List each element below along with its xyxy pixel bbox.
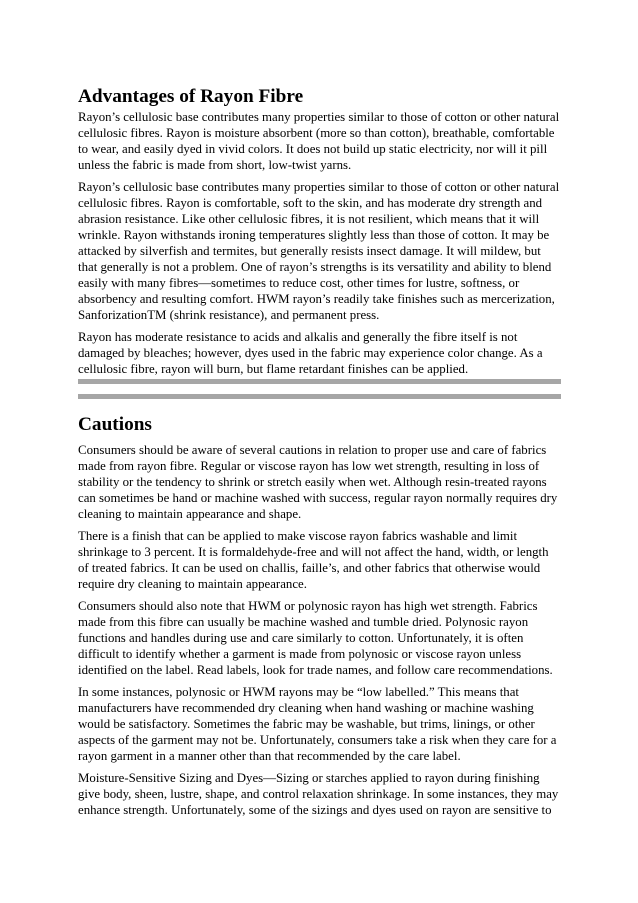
text-line: manufacturers have recommended dry cleaning when hand washing or machine washing [78,701,534,715]
paragraph [78,109,561,173]
section-advantages [78,85,561,377]
text-line: cellulosic fibres. Rayon is comfortable, soft to the skin, and has moderate dry strength and [78,196,543,210]
paragraph [78,329,561,377]
text-line: shrinkage to 3 percent. It is formaldehyde-free and will not affect the hand, width, or length [78,545,549,559]
text-line: Consumers should also note that HWM or polynosic rayon has high wet strength. Fabrics [78,599,538,613]
text-line: attacked by silverfish and termites, but generally resists insect damage. It will mildew, but [78,244,541,258]
text-line: identified on the label. Read labels, look for trade names, and follow care recommendations. [78,663,553,677]
text-line: stability or the tendency to shrink or stretch easily when wet. Although resin-treated rayons [78,475,547,489]
text-line: give body, sheen, lustre, shape, and control relaxation shrinkage. In some instances, they may [78,787,559,801]
text-line: enhance strength. Unfortunately, some of the sizings and dyes used on rayon are sensitive to [78,803,552,817]
section-cautions [78,413,561,818]
paragraph [78,442,561,522]
text-line: rayon garment in a manner other than that recommended by the care label. [78,749,461,763]
text-line: Moisture-Sensitive Sizing and Dyes—Sizing or starches applied to rayon during finishing [78,771,540,785]
text-line: abrasion resistance. Like other cellulosic fibres, it is not resilient, which means that it will [78,212,540,226]
text-line: Rayon’s cellulosic base contributes many properties similar to those of cotton or other natural [78,110,560,124]
text-line: to wear, and easily dyed in vivid colors. It does not build up static electricity, nor will it pill [78,142,548,156]
text-line: SanforizationTM (shrink resistance), and permanent press. [78,308,380,322]
text-line: would be satisfactory. Sometimes the fabric may be washable, but trims, linings, or other [78,717,535,731]
text-line: damaged by bleaches; however, dyes used in the fabric may experience color change. As a [78,346,543,360]
text-line: of treated fabrics. It can be used on challis, faille’s, and other fabrics that otherwise would [78,561,541,575]
text-line: made from rayon fibre. Regular or viscose rayon has low wet strength, resulting in loss of [78,459,540,473]
text-line: There is a finish that can be applied to make viscose rayon fabrics washable and limit [78,529,518,543]
paragraph [78,179,561,323]
paragraph [78,598,561,678]
text-line: absorbency and resulting comfort. HWM rayon’s readily take finishes such as mercerization, [78,292,555,306]
text-line: difficult to identify whether a garment is made from polynosic or viscose rayon unless [78,647,522,661]
text-line: Consumers should be aware of several cautions in relation to proper use and care of fabrics [78,443,547,457]
text-line: wrinkle. Rayon withstands ironing temperatures slightly less than those of cotton. It may be [78,228,550,242]
text-line: that generally is not a problem. One of rayon’s strengths is its versatility and ability to blend [78,260,552,274]
divider-rule [78,394,561,399]
text-line: require dry cleaning to maintain appearance. [78,577,307,591]
divider-rule [78,379,561,384]
section-divider [78,379,561,399]
paragraph [78,770,561,818]
text-line: cellulosic fibre, rayon will burn, but flame retardant finishes can be applied. [78,362,469,376]
text-line: In some instances, polynosic or HWM rayons may be “low labelled.” This means that [78,685,519,699]
paragraph [78,684,561,764]
text-line: made from this fibre can usually be machine washed and tumble dried. Polynosic rayon [78,615,529,629]
text-line: Rayon’s cellulosic base contributes many properties similar to those of cotton or other natural [78,180,560,194]
text-line: cleaning to maintain appearance and shape. [78,507,302,521]
section-heading: Advantages of Rayon Fibre [78,86,304,107]
text-line: can sometimes be hand or machine washed with success, regular rayon normally requires dry [78,491,558,505]
text-line: easily with many fibres—sometimes to reduce cost, other times for lustre, softness, or [78,276,520,290]
text-line: functions and handles during use and care similarly to cotton. Unfortunately, it is often [78,631,524,645]
paragraph [78,528,561,592]
text-line: aspects of the garment may not be. Unfortunately, consumers take a risk when they care for a [78,733,557,747]
document-body [78,85,561,818]
text-line: unless the fabric is made from short, low-twist yarns. [78,158,352,172]
text-line: Rayon has moderate resistance to acids and alkalis and generally the fibre itself is not [78,330,518,344]
text-line: cellulosic fibres. Rayon is moisture absorbent (more so than cotton), breathable, comfortable [78,126,555,140]
section-heading: Cautions [78,414,152,435]
